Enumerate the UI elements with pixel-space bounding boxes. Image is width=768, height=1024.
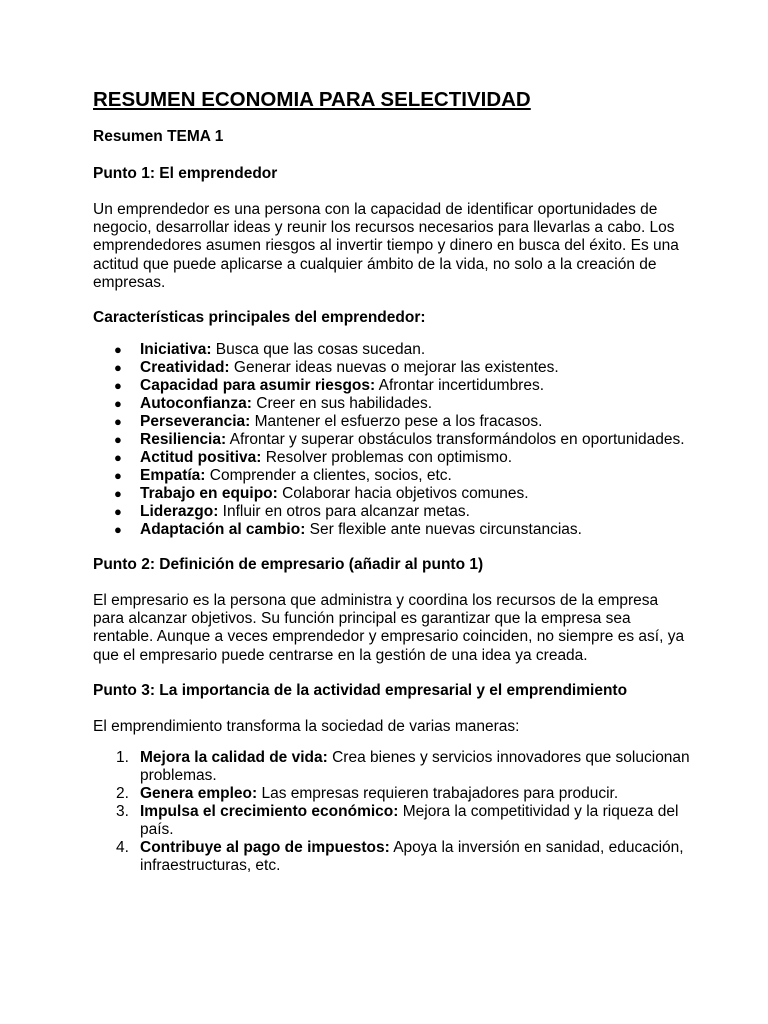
list-item-number: 2. [116,785,129,803]
list-item [93,803,693,839]
list-item-term: Empatía: [140,467,206,485]
list-item-description: Resolver problemas con optimismo. [261,449,513,467]
list-item [93,485,693,503]
section-3-intro: El emprendimiento transforma la sociedad de varias maneras: [93,717,520,735]
bullet-icon: ● [114,522,122,538]
list-item-description: Crea bienes y servicios innovadores que solucionan problemas. [140,749,690,785]
list-item-term: Liderazgo: [140,503,219,521]
list-item [93,467,693,485]
list-item-term: Creatividad: [140,359,230,377]
list-item [93,521,693,539]
bullet-icon: ● [114,432,122,448]
importance-list [93,749,693,875]
list-item-description: Comprender a clientes, socios, etc. [205,467,452,485]
list-item-description: Apoya la inversión en sanidad, educación, infraestructuras, etc. [140,839,684,875]
list-item-number: 3. [116,803,129,821]
list-item-description: Generar ideas nuevas o mejorar las existentes. [229,359,559,377]
list-item [93,431,693,449]
list-item-term: Trabajo en equipo: [140,485,278,503]
list-item [93,377,693,395]
characteristics-list [93,341,693,539]
list-item-term: Contribuye al pago de impuestos: [140,839,390,857]
list-item-term: Capacidad para asumir riesgos: [140,377,376,395]
list-item [93,785,693,803]
list-item-number: 4. [116,839,129,857]
list-item-number: 1. [116,749,129,767]
list-item-description: Colaborar hacia objetivos comunes. [277,485,529,503]
bullet-icon: ● [114,504,122,520]
section-3-heading: Punto 3: La importancia de la actividad empresarial y el emprendimiento [93,681,628,699]
bullet-icon: ● [114,396,122,412]
list-item-term: Genera empleo: [140,785,258,803]
section-2-heading: Punto 2: Definición de empresario (añadir al punto 1) [93,556,484,574]
list-item [93,413,693,431]
list-item-term: Mejora la calidad de vida: [140,749,328,767]
bullet-icon: ● [114,360,122,376]
bullet-icon: ● [114,468,122,484]
bullet-icon: ● [114,342,122,358]
list-item-term: Iniciativa: [140,341,212,359]
list-item [93,839,693,875]
list-item-description: Mejora la competitividad y la riqueza del país. [140,803,679,839]
list-item-description: Influir en otros para alcanzar metas. [218,503,470,521]
section-1-heading: Punto 1: El emprendedor [93,165,278,182]
list-item-term: Actitud positiva: [140,449,262,467]
list-item-term: Resiliencia: [140,431,227,449]
bullet-icon: ● [114,414,122,430]
list-item [93,749,693,785]
list-item-term: Impulsa el crecimiento económico: [140,803,399,821]
list-item-description: Ser flexible ante nuevas circunstancias. [305,521,582,539]
list-item [93,503,693,521]
document-subtitle: Resumen TEMA 1 [93,128,224,145]
list-item-term: Perseverancia: [140,413,251,431]
list-item [93,359,693,377]
list-item-description: Mantener el esfuerzo pese a los fracasos. [250,413,543,431]
list-item-description: Afrontar incertidumbres. [375,377,545,395]
list-item-term: Adaptación al cambio: [140,521,306,539]
list-item-description: Las empresas requieren trabajadores para producir. [257,785,619,803]
document-page [93,86,693,875]
document-title: RESUMEN ECONOMIA PARA SELECTIVIDAD [93,88,531,111]
section-2-paragraph: El empresario es la persona que administra y coordina los recursos de la empresa para alcanzar objetivos. Su función principal es garantizar que la empresa sea rentable. Aunque a veces emprendedor y empresario coinciden, no siempre es así, ya que el empresario puede centrarse en la gestión de una idea ya creada. [93,592,685,664]
list-item [93,395,693,413]
characteristics-heading: Características principales del emprendedor: [93,309,426,327]
list-item [93,449,693,467]
list-item-description: Busca que las cosas sucedan. [211,341,426,359]
list-item [93,341,693,359]
list-item-description: Creer en sus habilidades. [251,395,433,413]
list-item-term: Autoconfianza: [140,395,252,413]
bullet-icon: ● [114,378,122,394]
bullet-icon: ● [114,486,122,502]
list-item-description: Afrontar y superar obstáculos transformándolos en oportunidades. [226,431,685,449]
section-1-paragraph: Un emprendedor es una persona con la capacidad de identificar oportunidades de negocio, desarrollar ideas y reunir los recursos necesarios para llevarlas a cabo. Los emprendedores asumen riesgos al invertir tiempo y dinero en busca del éxito. Es una actitud que puede aplicarse a cualquier ámbito de la vida, no solo a la creación de empresas. [93,201,679,291]
bullet-icon: ● [114,450,122,466]
